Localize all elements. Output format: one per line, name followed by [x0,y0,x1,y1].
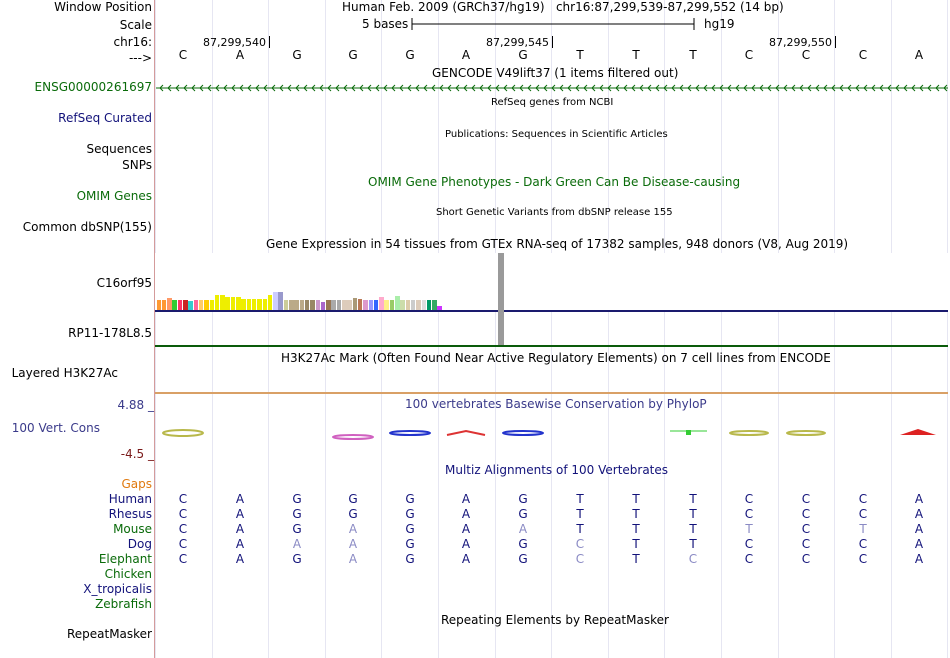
alignment-base: T [576,492,584,506]
gtex-tissue-bar[interactable] [432,300,437,310]
alignment-base: A [461,537,471,551]
alignment-base: C [744,507,754,521]
gtex-tissue-bar[interactable] [384,300,389,310]
alignment-base: G [292,552,302,566]
alignment-base: G [348,507,358,521]
base-letter: A [461,48,471,62]
alignment-base: T [632,492,640,506]
alignment-base: C [801,522,811,536]
alignment-base: C [801,537,811,551]
gtex-tissue-bar[interactable] [427,300,432,310]
gtex-tissue-bar[interactable] [353,298,358,310]
alignment-base: A [914,552,924,566]
gtex-tissue-bar[interactable] [395,296,400,310]
grid-line [947,0,948,658]
alignment-base: G [292,492,302,506]
alignment-base: A [461,552,471,566]
alignment-base: G [405,552,415,566]
gtex-tissue-bar[interactable] [210,300,215,310]
gtex-tissue-bar[interactable] [310,300,315,310]
base-letter: G [518,48,528,62]
gtex-tissue-bar[interactable] [342,300,347,310]
alignment-base: A [292,537,302,551]
alignment-base: C [858,507,868,521]
gtex-tissue-bar[interactable] [411,300,416,310]
alignment-base: A [348,537,358,551]
alignment-base: G [518,492,528,506]
alignment-base: G [405,492,415,506]
alignment-base: A [235,552,245,566]
species-label-elephant[interactable]: Elephant [98,552,152,566]
alignment-base: C [801,492,811,506]
gtex-tissue-bar[interactable] [247,299,252,310]
gtex-tissue-bar[interactable] [225,297,230,310]
gtex-tissue-bar[interactable] [215,295,220,310]
omim-track-title[interactable]: OMIM Gene Phenotypes - Dark Green Can Be Disease-causing [368,175,741,189]
gencode-gene-label[interactable]: ENSG00000261697 [34,80,152,94]
alignment-base: T [859,522,867,536]
tick-mark-2 [552,36,553,48]
gtex-tissue-bar[interactable] [157,300,162,310]
scale-bar [411,16,696,32]
gtex-tissue-bar[interactable] [406,300,411,310]
alignment-base: T [576,522,584,536]
gtex-tissue-bar[interactable] [167,298,172,310]
alignment-base: A [914,522,924,536]
gtex-tissue-bar[interactable] [316,300,321,310]
gtex-tissue-bar[interactable] [178,300,183,310]
alignment-base: C [178,492,188,506]
alignment-base: T [745,522,753,536]
gtex-gene-line-1 [155,310,948,312]
dbsnp-label[interactable]: Common dbSNP(155) [22,220,152,234]
gtex-tissue-bar[interactable] [231,297,236,310]
scale-text: 5 bases [362,17,409,31]
alignment-base: A [235,522,245,536]
gtex-tissue-bar[interactable] [422,300,427,310]
gtex-tissue-bar[interactable] [172,300,177,310]
gtex-tissue-bar[interactable] [220,295,225,310]
publications-track-title[interactable]: Publications: Sequences in Scientific Articles [445,129,668,140]
gtex-bar-chart[interactable] [156,253,556,310]
chrom-label: chr16: [113,35,152,49]
alignment-base: A [914,492,924,506]
base-letter: G [292,48,302,62]
h3k27ac-track-title[interactable]: H3K27Ac Mark (Often Found Near Active Regulatory Elements) on 7 cell lines from ENCODE [281,351,831,365]
species-label-mouse[interactable]: Mouse [113,522,152,536]
gtex-tissue-bar[interactable] [358,299,363,310]
alignment-base: T [689,492,697,506]
alignment-base: A [348,522,358,536]
gtex-tissue-bar[interactable] [379,297,384,310]
species-label-human[interactable]: Human [108,492,152,506]
phylop-label[interactable]: 100 Vert. Cons [11,421,100,435]
alignment-base: C [858,537,868,551]
multiz-track-title[interactable]: Multiz Alignments of 100 Vertebrates [445,463,669,477]
gtex-tissue-bar[interactable] [289,300,294,310]
gtex-c16orf95-panel[interactable] [155,253,948,311]
tick-label-1: 87,299,540 [203,36,266,49]
alignment-base: A [461,492,471,506]
tick-label-3: 87,299,550 [769,36,832,49]
alignment-base: C [858,552,868,566]
omim-genes-label[interactable]: OMIM Genes [76,189,152,203]
gtex-highlight-column [498,253,504,345]
gtex-tissue-bar[interactable] [194,300,199,310]
alignment-base: C [744,552,754,566]
alignment-base: T [576,507,584,521]
gtex-tissue-bar[interactable] [278,292,283,310]
gtex-tissue-bar[interactable] [337,300,342,310]
gtex-tissue-bar[interactable] [369,300,374,310]
refseq-curated-label[interactable]: RefSeq Curated [58,111,152,125]
gtex-tissue-bar[interactable] [188,301,193,310]
alignment-base: T [632,552,640,566]
alignment-base: C [178,507,188,521]
gtex-tissue-bar[interactable] [284,300,289,310]
alignment-base: G [405,537,415,551]
species-label-dog[interactable]: Dog [127,537,152,551]
gtex-tissue-bar[interactable] [300,300,305,310]
alignment-base: G [518,507,528,521]
multiz-gaps-label: Gaps [121,477,152,491]
window-position-label: Window Position [54,0,152,14]
base-letter: C [858,48,868,62]
alignment-base: G [292,507,302,521]
alignment-base: T [689,507,697,521]
alignment-base: C [575,537,585,551]
species-label-chicken[interactable]: Chicken [104,567,152,581]
gtex-tissue-bar[interactable] [263,299,268,310]
publications-snps-label[interactable]: SNPs [122,158,152,172]
scale-assembly: hg19 [704,17,735,31]
window-position-value[interactable]: Human Feb. 2009 (GRCh37/hg19) chr16:87,299,539-87,299,552 (14 bp) [342,0,784,14]
alignment-base: C [575,552,585,566]
gtex-tissue-bar[interactable] [199,300,204,310]
refseq-track-title[interactable]: RefSeq genes from NCBI [491,97,614,108]
gtex-tissue-bar[interactable] [416,300,421,310]
base-letter: T [689,48,697,62]
gtex-tissue-bar[interactable] [162,300,167,310]
base-letter: C [178,48,188,62]
alignment-base: C [801,552,811,566]
gtex-tissue-bar[interactable] [252,299,257,310]
base-letter: T [576,48,584,62]
gtex-tissue-bar[interactable] [257,299,262,310]
gtex-gene-label-rp11[interactable]: RP11-178L8.5 [68,326,152,340]
gtex-tissue-bar[interactable] [374,300,379,310]
gtex-tissue-bar[interactable] [268,295,273,310]
alignment-base: C [178,537,188,551]
alignment-base: C [744,537,754,551]
gtex-tissue-bar[interactable] [400,300,405,310]
alignment-base: G [292,522,302,536]
repeatmasker-track-title[interactable]: Repeating Elements by RepeatMasker [441,613,669,627]
alignment-base: C [688,552,698,566]
gtex-tissue-bar[interactable] [183,300,188,310]
alignment-base: A [348,552,358,566]
gtex-tissue-bar[interactable] [326,300,331,310]
phylop-logo [155,424,948,442]
base-letter: G [348,48,358,62]
base-letter: G [405,48,415,62]
base-letter: T [632,48,640,62]
alignment-base: A [914,537,924,551]
alignment-base: T [689,522,697,536]
tick-mark-3 [835,36,836,48]
alignment-base: C [178,552,188,566]
gtex-tissue-bar[interactable] [363,300,368,310]
phylop-track-title[interactable]: 100 vertebrates Basewise Conservation by PhyloP [405,397,707,411]
gtex-track-title[interactable]: Gene Expression in 54 tissues from GTEx RNA-seq of 17382 samples, 948 donors (V8, Aug 2019) [266,237,849,251]
base-letter: C [744,48,754,62]
species-label-zebrafish[interactable]: Zebrafish [95,597,152,611]
gtex-tissue-bar[interactable] [331,300,336,310]
gtex-tissue-bar[interactable] [294,300,299,310]
gtex-tissue-bar[interactable] [241,299,246,310]
base-letter: A [914,48,924,62]
base-letter: C [801,48,811,62]
dbsnp-track-title[interactable]: Short Genetic Variants from dbSNP release 155 [436,207,673,218]
gtex-gene-line-2 [155,345,948,347]
alignment-base: T [632,507,640,521]
species-label-x_tropicalis[interactable]: X_tropicalis [83,582,152,596]
gtex-tissue-bar[interactable] [204,300,209,310]
alignment-base: A [461,522,471,536]
alignment-base: G [348,492,358,506]
alignment-base: A [914,507,924,521]
alignment-base: C [744,492,754,506]
alignment-base: T [689,537,697,551]
alignment-base: G [405,522,415,536]
alignment-base: A [235,507,245,521]
alignment-base: G [518,552,528,566]
alignment-base: C [858,492,868,506]
alignment-base: G [518,537,528,551]
alignment-base: C [801,507,811,521]
alignment-base: A [235,492,245,506]
alignment-base: A [518,522,528,536]
h3k27ac-label[interactable]: Layered H3K27Ac [11,366,118,380]
alignment-base: T [632,537,640,551]
base-letter: A [235,48,245,62]
tick-mark-1 [269,36,270,48]
gencode-track-title[interactable]: GENCODE V49lift37 (1 items filtered out) [432,66,679,80]
phylop-min-label: -4.5 _ [120,447,154,461]
gtex-tissue-bar[interactable] [273,292,278,310]
alignment-base: A [235,537,245,551]
gtex-tissue-bar[interactable] [305,300,310,310]
species-label-rhesus[interactable]: Rhesus [108,507,152,521]
publications-sequences-label[interactable]: Sequences [86,142,152,156]
phylop-max-label: 4.88 _ [117,398,154,412]
tick-label-2: 87,299,545 [486,36,549,49]
alignment-base: T [632,522,640,536]
gtex-tissue-bar[interactable] [321,302,326,310]
strand-label: ---> [128,51,152,65]
repeatmasker-label[interactable]: RepeatMasker [66,627,152,641]
gtex-tissue-bar[interactable] [347,300,352,310]
h3k27ac-signal-line [155,392,948,394]
scale-label: Scale [119,18,152,32]
alignment-base: C [178,522,188,536]
gencode-gene-feature[interactable] [156,83,948,93]
gtex-tissue-bar[interactable] [390,300,395,310]
gtex-tissue-bar[interactable] [236,297,241,310]
gtex-gene-label-c16orf95[interactable]: C16orf95 [96,276,152,290]
alignment-base: G [405,507,415,521]
alignment-base: A [461,507,471,521]
